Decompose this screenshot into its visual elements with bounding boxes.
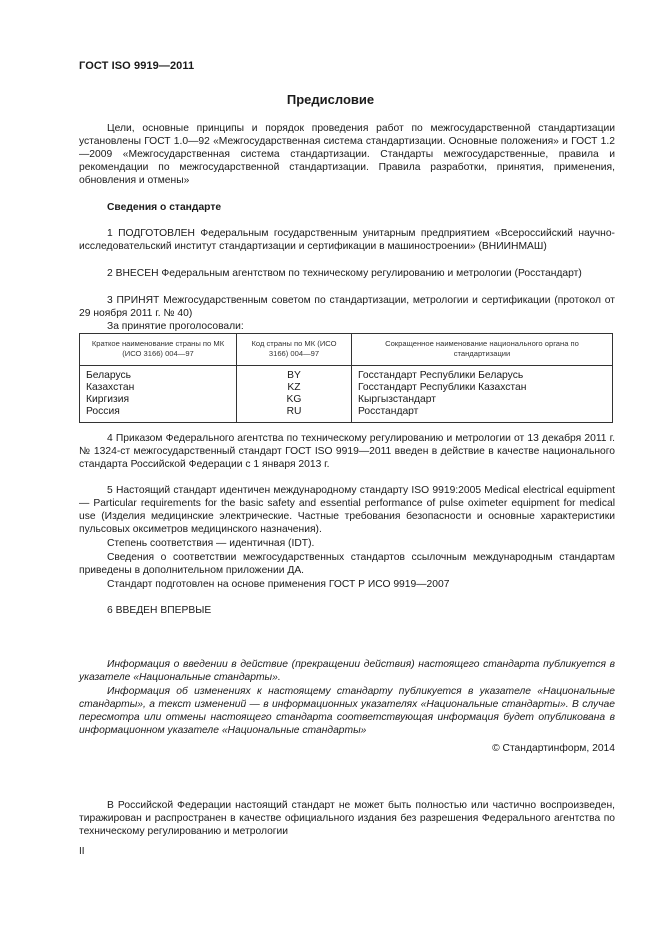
table-row	[80, 382, 613, 394]
paragraph-3: 3 ПРИНЯТ Межгосударственным советом по стандартизации, метрологии и сертификации (протокол от 29 ноября 2011 г. № 40)	[79, 295, 615, 319]
country-cell: Казахстан	[80, 382, 237, 394]
code-cell: BY	[237, 366, 352, 383]
country-cell: Россия	[80, 406, 237, 423]
body-cell: Росстандарт	[352, 406, 613, 423]
notice-introduction: Информация о введении в действие (прекращении действия) настоящего стандарта публикуется в указателе «Национальные стандарты».	[79, 659, 615, 683]
country-cell: Киргизия	[80, 394, 237, 406]
page-number: II	[79, 846, 85, 857]
body-cell: Кыргызстандарт	[352, 394, 613, 406]
col-header-country: Краткое наименование страны по МК (ИСО 3166) 004—97	[80, 334, 237, 366]
paragraph-4: 4 Приказом Федерального агентства по техническому регулированию и метрологии от 13 декабря 2011 г. № 1324-ст межгосударственный стандарт ГОСТ ISO 9919—2011 введен в действие в качестве национального стандарта Российской Федерации с 1 января 2013 г.	[79, 433, 615, 470]
document-header: ГОСТ ISO 9919—2011	[79, 60, 195, 72]
paragraph-6: 6 ВВЕДЕН ВПЕРВЫЕ	[107, 605, 212, 616]
notice-changes: Информация об изменениях к настоящему стандарту публикуется в указателе «Национальные стандарты», а текст изменений — в информационных указателях «Национальные стандарты». В случае пересмотра или отмены настоящего стандарта соответствующая информация будет опубликована в информационном указателе «Национальные стандарты»	[79, 686, 615, 736]
code-cell: KZ	[237, 382, 352, 394]
code-cell: KG	[237, 394, 352, 406]
page-title: Предисловие	[286, 92, 375, 107]
table-row	[80, 406, 613, 423]
table-row	[80, 366, 613, 383]
copyright: © Стандартинформ, 2014	[492, 743, 615, 754]
paragraph-5-degree: Степень соответствия — идентичная (IDT).	[107, 538, 315, 549]
paragraph-1: 1 ПОДГОТОВЛЕН Федеральным государственным унитарным предприятием «Всероссийский научно-исследовательский институт стандартизации и сертификации в машиностроении» (ВНИИНМАШ)	[79, 228, 615, 252]
code-cell: RU	[237, 406, 352, 423]
paragraph-2: 2 ВНЕСЕН Федеральным агентством по техническому регулированию и метрологии (Росстандарт)	[107, 268, 582, 279]
body-cell: Госстандарт Республики Беларусь	[352, 366, 613, 383]
col-header-code: Код страны по МК (ИСО 3166) 004—97	[237, 334, 352, 366]
body-cell: Госстандарт Республики Казахстан	[352, 382, 613, 394]
vote-table	[79, 333, 613, 423]
table-row	[80, 394, 613, 406]
paragraph-5-references: Сведения о соответствии межгосударственных стандартов ссылочным международным стандартам приведены в дополнительном приложении ДА.	[79, 552, 615, 576]
paragraph-5-basis: Стандарт подготовлен на основе применения ГОСТ Р ИСО 9919—2007	[107, 579, 450, 590]
legal-notice: В Российской Федерации настоящий стандарт не может быть полностью или частично воспроизведен, тиражирован и распространен в качестве официального издания без разрешения Федерального агентства по техническому регулированию и метрологии	[79, 800, 615, 837]
info-heading: Сведения о стандарте	[107, 202, 222, 213]
vote-label: За принятие проголосовали:	[107, 321, 244, 332]
paragraph-5: 5 Настоящий стандарт идентичен международному стандарту ISO 9919:2005 Medical electrical equipment — Particular requirements for the basic safety and essential performance of pulse oximeter equipment for medical use (Изделия медицинские электрические. Частные требования безопасности и основные характеристики пульсовых оксиметров медицинского назначения).	[79, 485, 615, 535]
intro-paragraph: Цели, основные принципы и порядок проведения работ по межгосударственной стандартизации установлены ГОСТ 1.0—92 «Межгосударственная система стандартизации. Основные положения» и ГОСТ 1.2—2009 «Межгосударственная система стандартизации. Стандарты межгосударственные, правила и рекомендации по межгосударственной стандартизации. Правила разработки, принятия, применения, обновления и отмены»	[79, 123, 615, 186]
country-cell: Беларусь	[80, 366, 237, 383]
col-header-body: Сокращенное наименование национального органа по стандартизации	[352, 334, 613, 366]
